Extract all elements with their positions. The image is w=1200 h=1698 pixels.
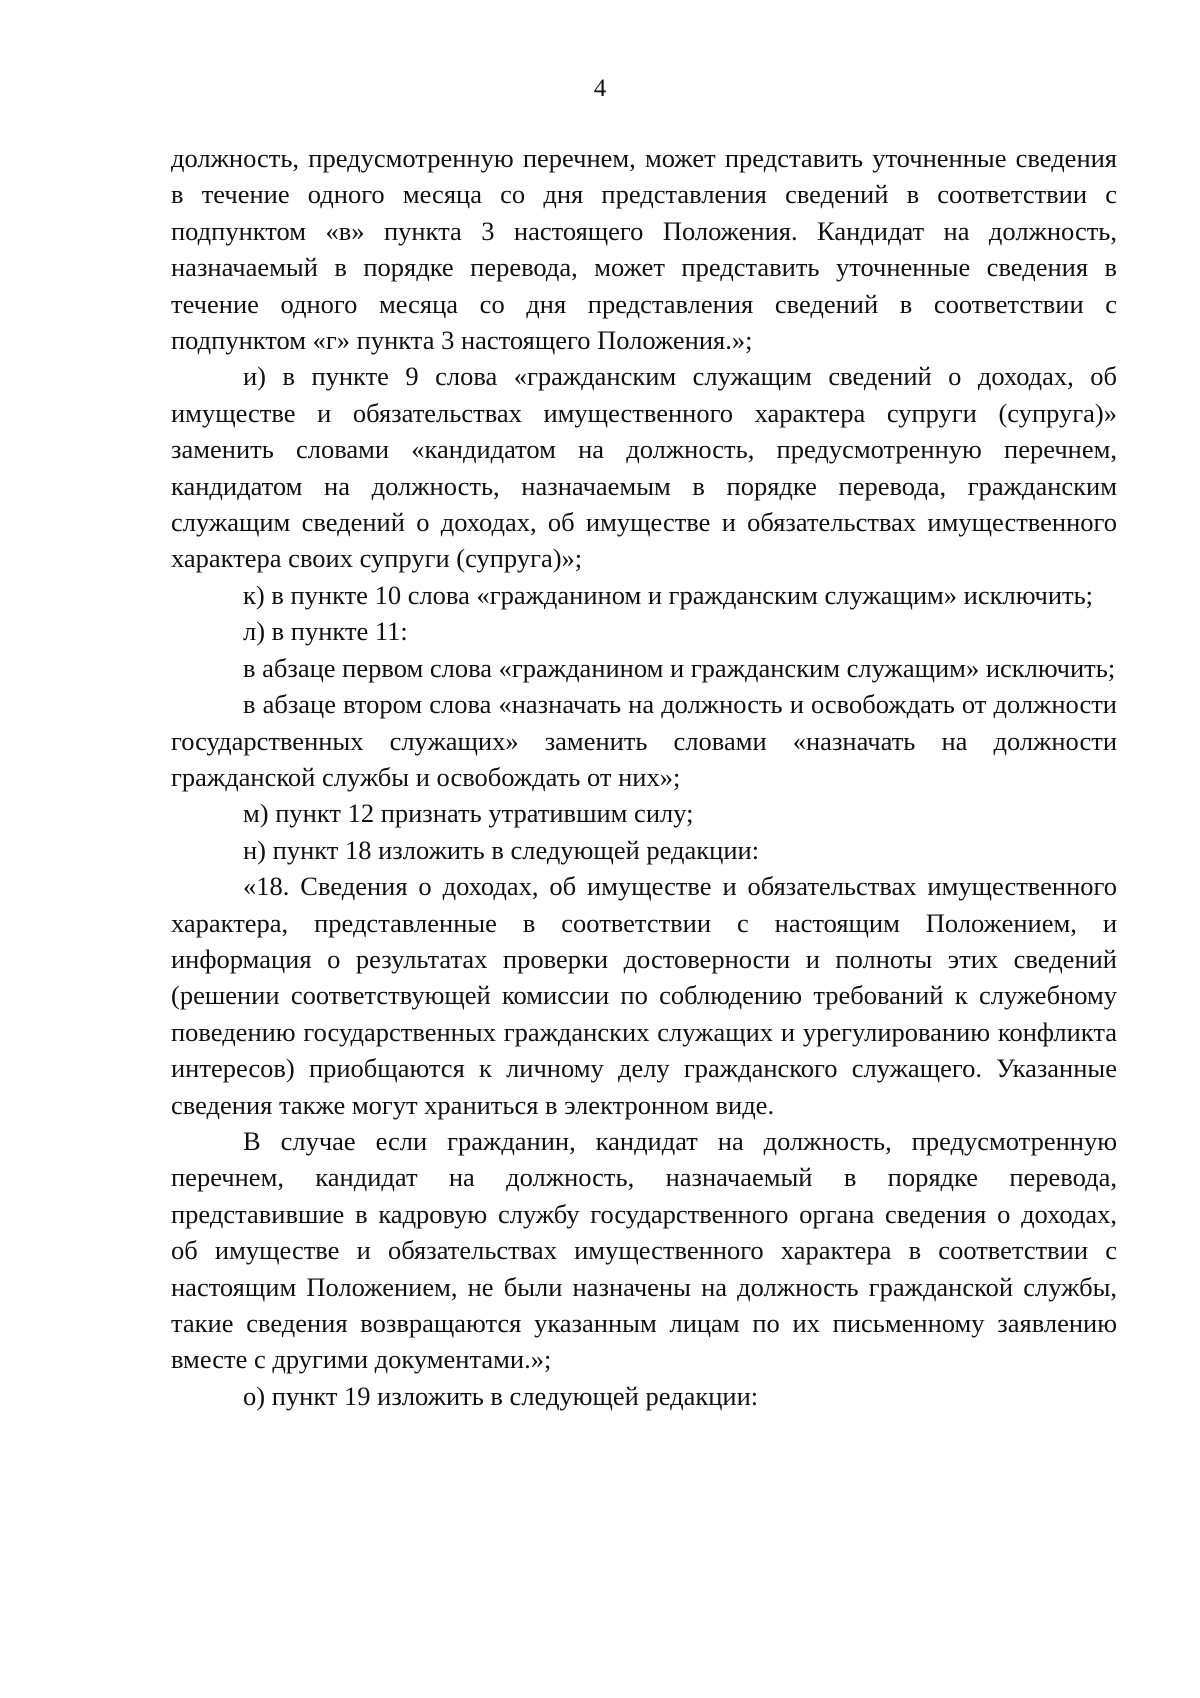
document-body [171, 140, 1117, 1414]
paragraph-point-18: «18. Сведения о доходах, об имуществе и обязательствах имущественного характера, представленные в соответствии с настоящим Положением, и информация о результатах проверки достоверности и полноты этих сведений (решении соответствующей комиссии по соблюдению требований к служебному поведению государственных гражданских служащих и урегулированию конфликта интересов) приобщаются к личному делу гражданского служащего. Указанные сведения также могут храниться в электронном виде. [171, 871, 1117, 1120]
paragraph-item-n: н) пункт 18 изложить в следующей редакции: [243, 834, 760, 865]
paragraph-item-l-abzac-2: в абзаце втором слова «назначать на должность и освобождать от должности государственных служащих» заменить словами «назначать на должности гражданской службы и освобождать от них»; [171, 689, 1117, 792]
paragraph-item-o: о) пункт 19 изложить в следующей редакции: [243, 1380, 759, 1411]
paragraph-item-m: м) пункт 12 признать утратившим силу; [243, 798, 694, 829]
paragraph-point-18-part-2: В случае если гражданин, кандидат на должность, предусмотренную перечнем, кандидат на должность, назначаемый в порядке перевода, представившие в кадровую службу государственного органа сведения о доходах, об имуществе и обязательствах имущественного характера в соответствии с настоящим Положением, не были назначены на должность гражданской службы, такие сведения возвращаются указанным лицам по их письменному заявлению вместе с другими документами.»; [171, 1125, 1117, 1375]
paragraph-item-l-abzac-1: в абзаце первом слова «гражданином и гражданским служащим» исключить; [243, 652, 1116, 683]
paragraph-item-k: к) в пункте 10 слова «гражданином и гражданским служащим» исключить; [243, 579, 1094, 610]
paragraph-item-i: и) в пункте 9 слова «гражданским служащим сведений о доходах, об имуществе и обязательствах имущественного характера супруги (супруга)» заменить словами «кандидатом на должность, предусмотренную перечнем, кандидатом на должность, назначаемым в порядке перевода, гражданским служащим сведений о доходах, об имуществе и обязательствах имущественного характера своих супруги (супруга)»; [171, 361, 1117, 574]
page-number: 4 [593, 75, 607, 102]
paragraph-continuation: должность, предусмотренную перечнем, может представить уточненные сведения в течение одного месяца со дня представления сведений в соответствии с подпунктом «в» пункта 3 настоящего Положения. Кандидат на должность, назначаемый в порядке перевода, может представить уточненные сведения в течение одного месяца со дня представления сведений в соответствии с подпунктом «г» пункта 3 настоящего Положения.»; [171, 143, 1117, 356]
paragraph-item-l: л) в пункте 11: [243, 616, 408, 647]
